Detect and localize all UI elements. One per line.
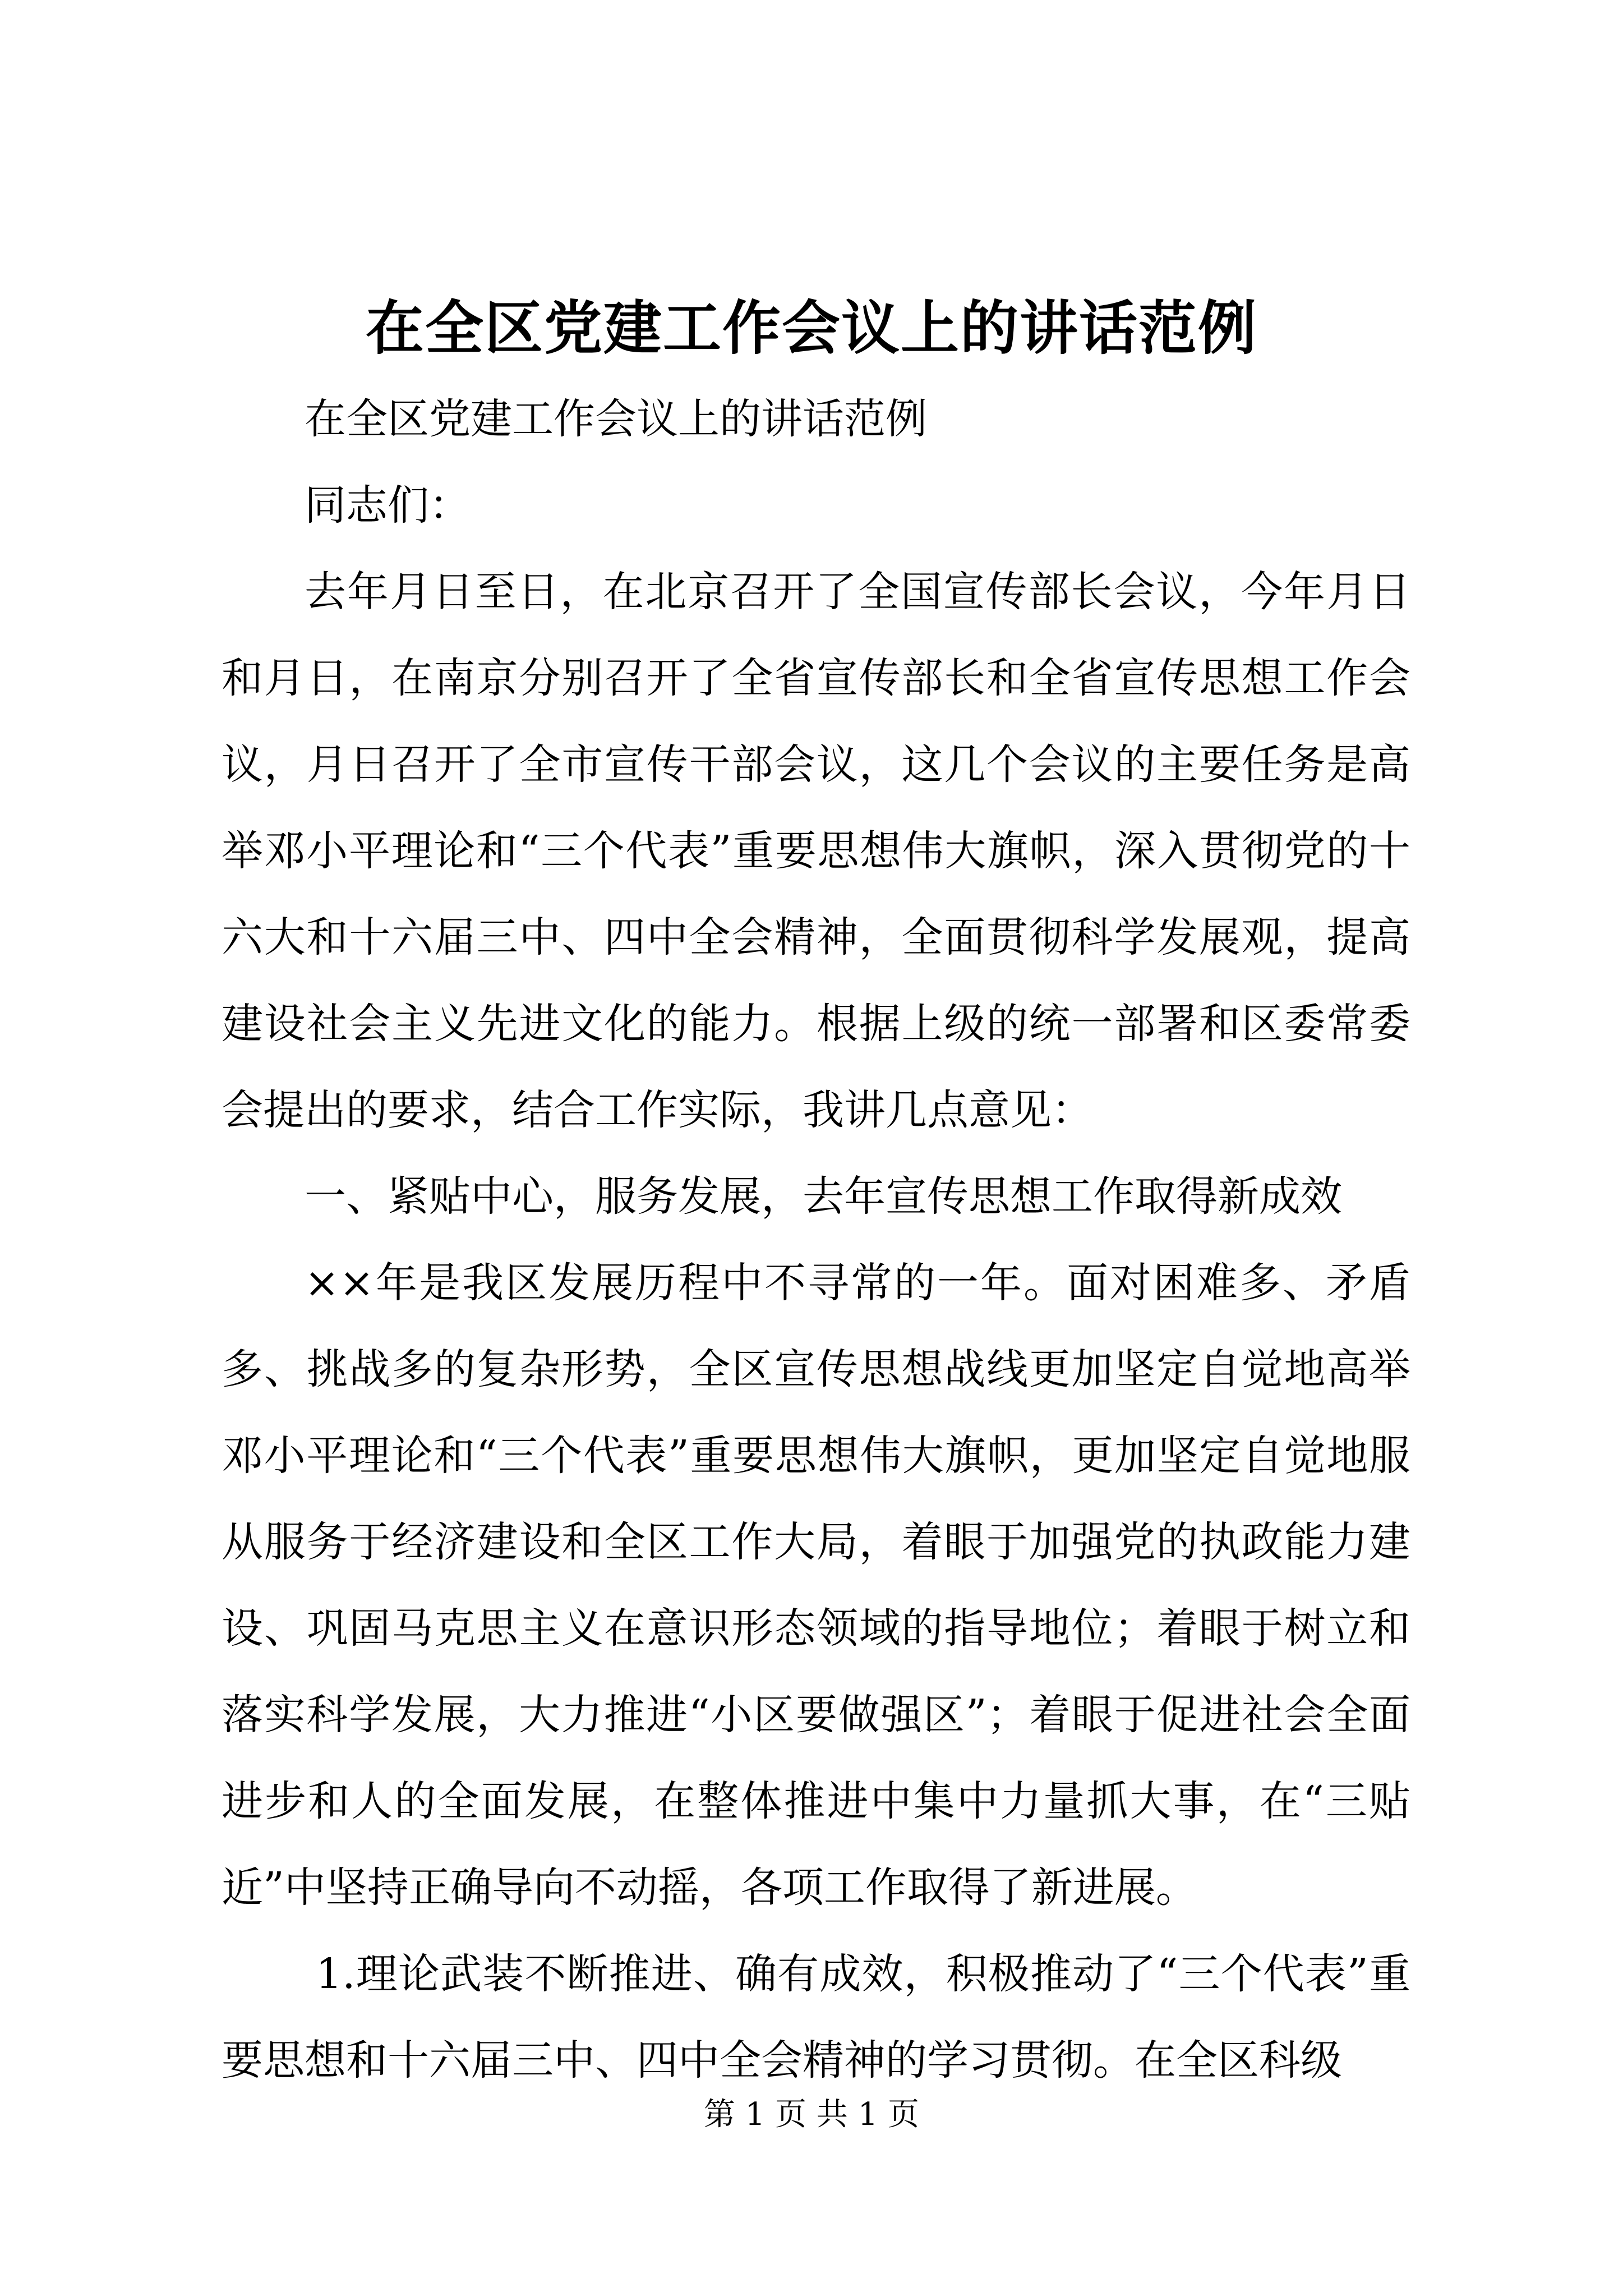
paragraph-item-1: 1.理论武装不断推进、确有成效，积极推动了“三个代表”重要思想和十六届三中、四中全会精神的学习贯彻。在全区科级 bbox=[222, 1950, 1410, 2085]
paragraph-subtitle: 在全区党建工作会议上的讲话范例 bbox=[305, 395, 927, 443]
section-heading-1: 一、紧贴中心，服务发展，去年宣传思想工作取得新成效 bbox=[305, 1172, 1342, 1221]
page-number-footer: 第 1 页 共 1 页 bbox=[703, 2096, 920, 2133]
document-body bbox=[222, 376, 1410, 2104]
paragraph-salutation: 同志们： bbox=[305, 481, 471, 530]
paragraph-intro: 去年月日至日，在北京召开了全国宣传部长会议，今年月日和月日，在南京分别召开了全省宣传部长和全省宣传思想工作会议，月日召开了全市宣传干部会议，这几个会议的主要任务是高举邓小平理论和“三个代表”重要思想伟大旗帜，深入贯彻党的十六大和十六届三中、四中全会精神，全面贯彻科学发展观，提高建设社会主义先进文化的能力。根据上级的统一部署和区委常委会提出的要求，结合工作实际，我讲几点意见： bbox=[222, 568, 1410, 1134]
paragraph-review: ××年是我区发展历程中不寻常的一年。面对困难多、矛盾多、挑战多的复杂形势，全区宣传思想战线更加坚定自觉地高举邓小平理论和“三个代表”重要思想伟大旗帜，更加坚定自觉地服从服务于经济建设和全区工作大局，着眼于加强党的执政能力建设、巩固马克思主义在意识形态领域的指导地位；着眼于树立和落实科学发展，大力推进“小区要做强区”；着眼于促进社会全面进步和人的全面发展，在整体推进中集中力量抓大事，在“三贴近”中坚持正确导向不动摇，各项工作取得了新进展。 bbox=[222, 1259, 1410, 1912]
document-title: 在全区党建工作会议上的讲话范例 bbox=[365, 293, 1257, 362]
